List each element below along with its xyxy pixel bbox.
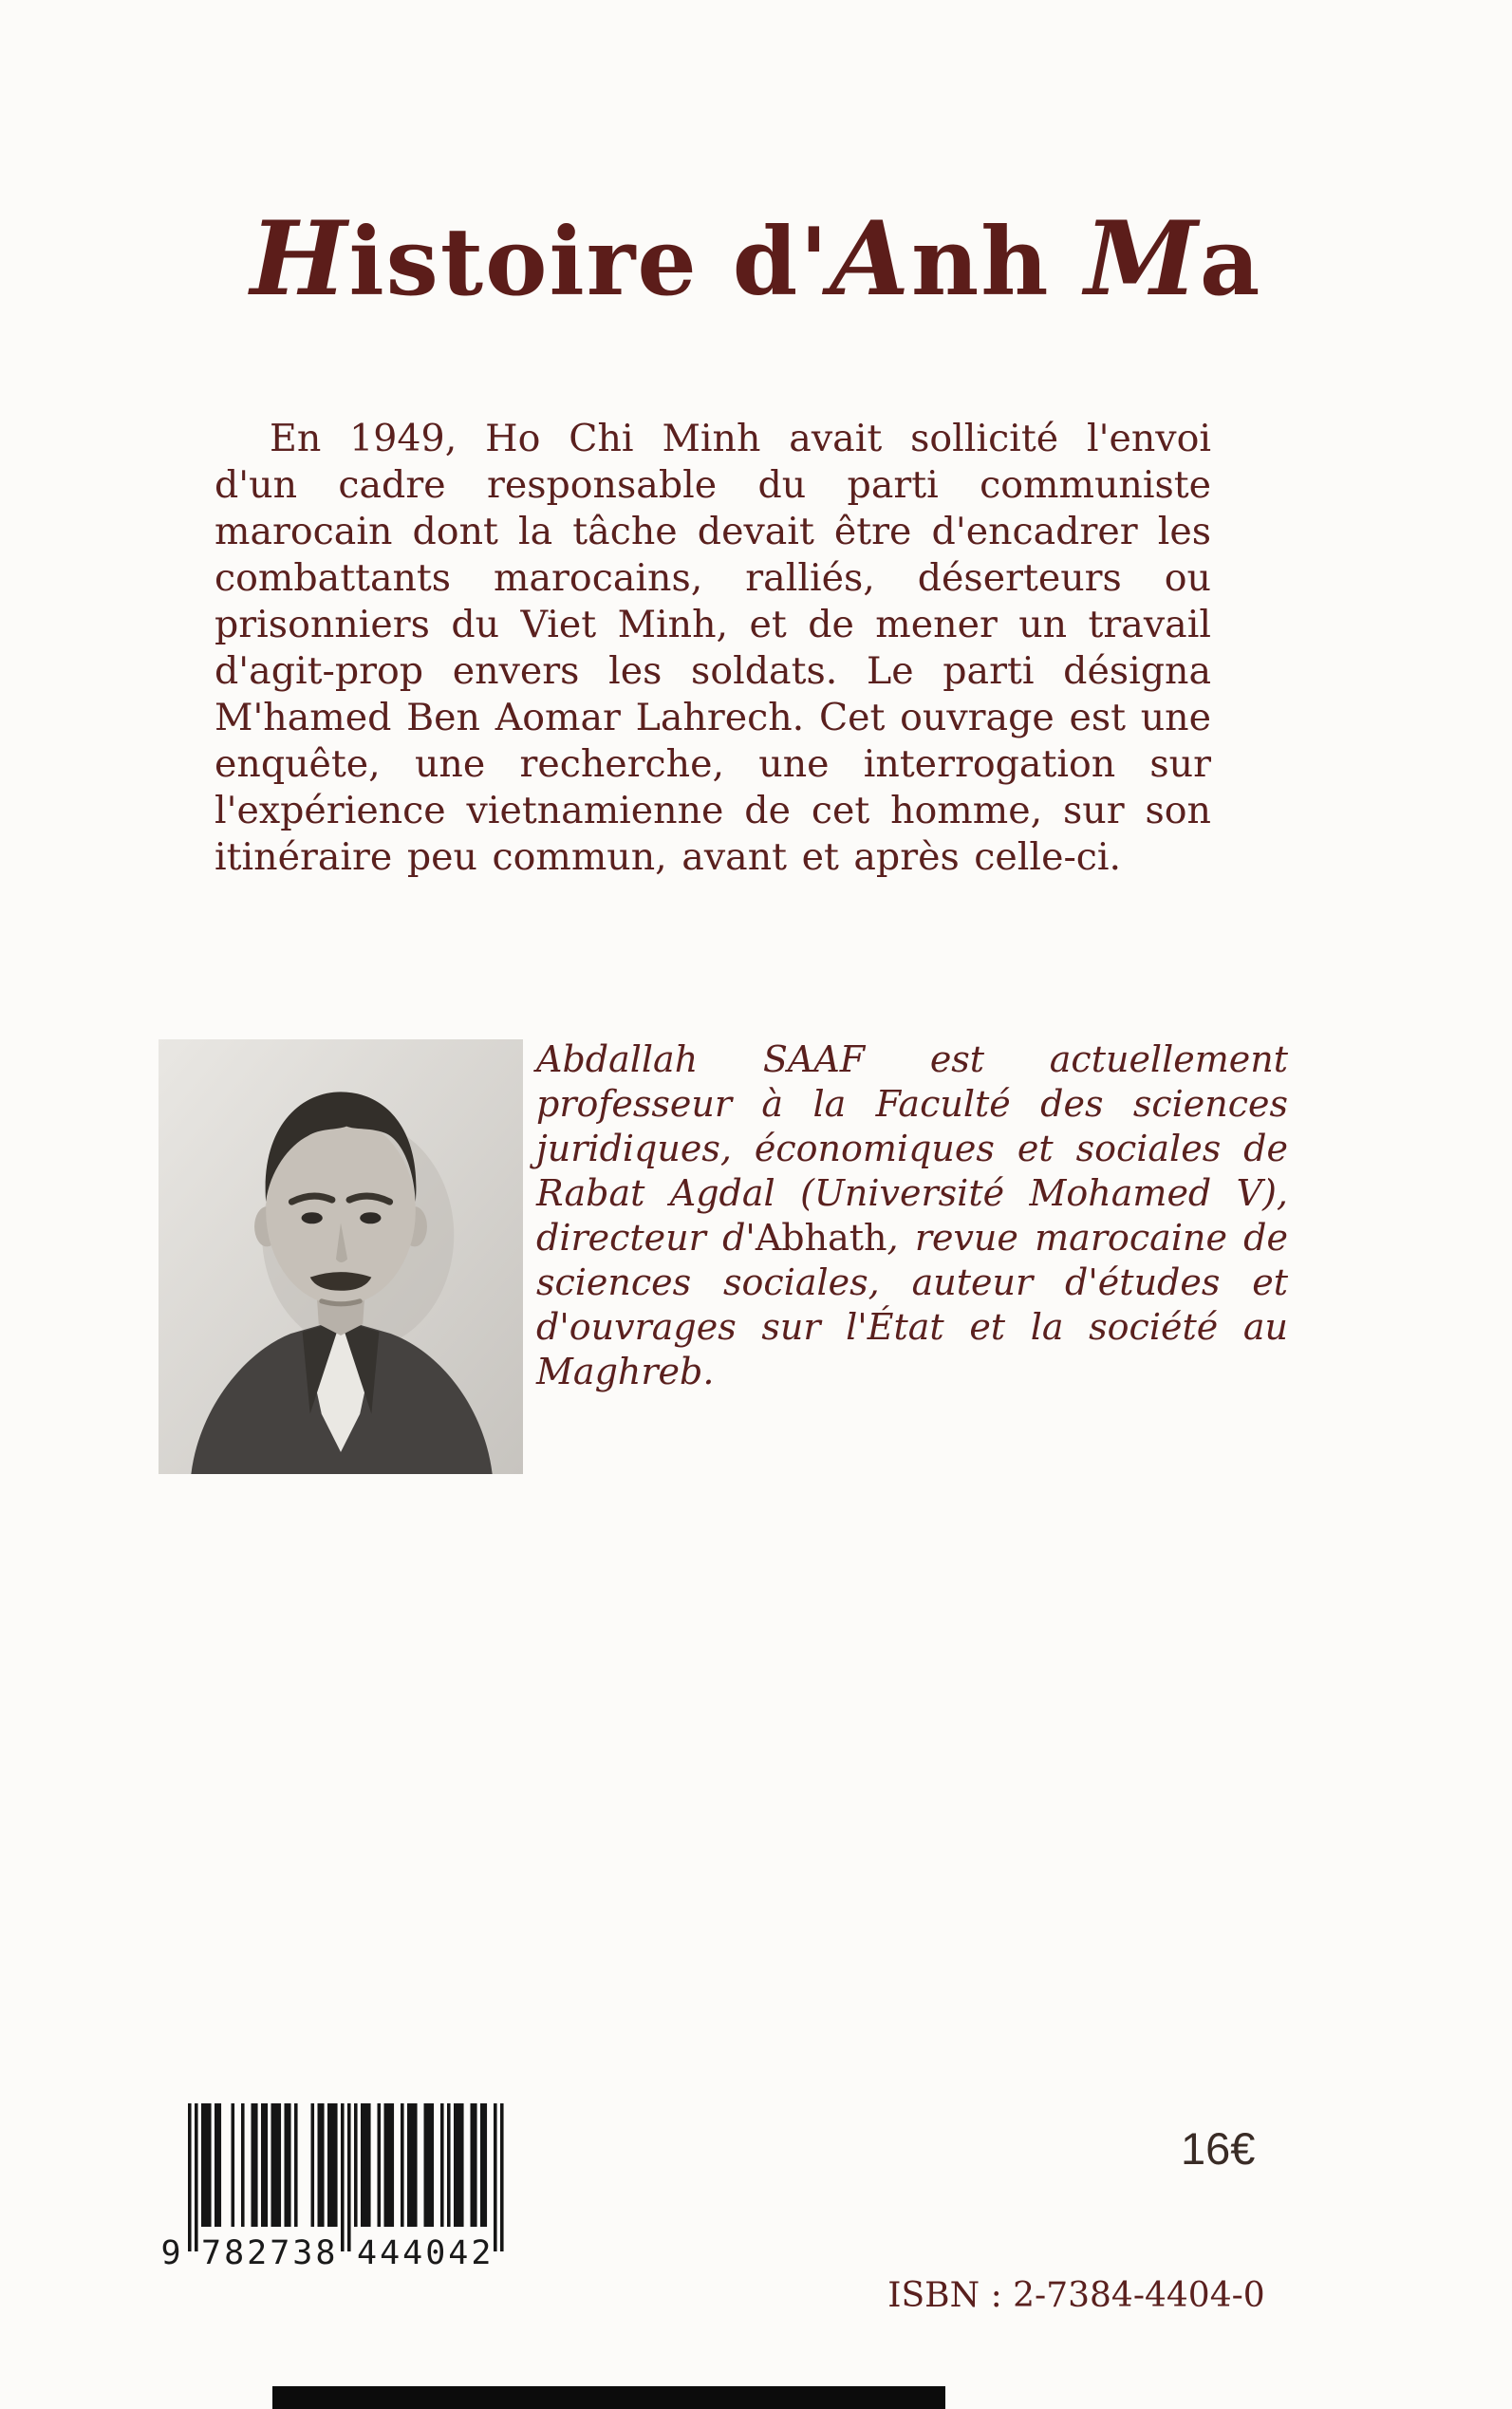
bio-text-part2: , revue marocaine de sciences sociales, auteur d'études et d'ouvrages sur l'État et la société au Maghreb.: [536, 1217, 1288, 1392]
back-cover-blurb: En 1949, Ho Chi Minh avait sollicité l'envoi d'un cadre responsable du parti communiste marocain dont la tâche devait être d'encadrer les combattants marocains, ralliés, déserteurs ou prisonniers du Viet Minh, et de mener un travail d'agit-prop envers les soldats. Le parti désigna M'hamed Ben Aomar Lahrech. Cet ouvrage est une enquête, une recherche, une interrogation sur l'expérience vietnamienne de cet homme, sur son itinéraire peu commun, avant et après celle-ci.: [215, 417, 1211, 879]
barcode-digit-leading: 9: [160, 2234, 181, 2272]
title-initial-m: M: [1084, 199, 1200, 319]
portrait-illustration: [159, 1039, 523, 1474]
ean13-barcode: [160, 2103, 514, 2280]
bottom-scan-strip: [272, 2386, 945, 2409]
title-text-a: a: [1199, 208, 1262, 317]
author-photo: [159, 1039, 523, 1474]
title-initial-h: H: [250, 199, 349, 319]
barcode-digits-left-group: 782738: [201, 2234, 339, 2272]
bio-work-title: Abhath: [755, 1217, 887, 1259]
isbn-label: ISBN : 2-7384-4404-0: [887, 2276, 1265, 2315]
bio-text-part1: Abdallah SAAF est actuellement professeur à la Faculté des sciences juridiques, économiques et sociales de Rabat Agdal (Université Mohamed V), directeur d': [536, 1038, 1288, 1259]
author-bio: [536, 1037, 1288, 1394]
title-text-nh: nh: [910, 208, 1085, 317]
book-title: [0, 199, 1512, 319]
title-initial-a: A: [830, 199, 911, 319]
price-label: 16€: [1181, 2123, 1256, 2174]
barcode-bars: [188, 2103, 504, 2253]
barcode-digits-right-group: 444042: [357, 2234, 495, 2272]
title-text-istoire: istoire d': [348, 208, 831, 317]
